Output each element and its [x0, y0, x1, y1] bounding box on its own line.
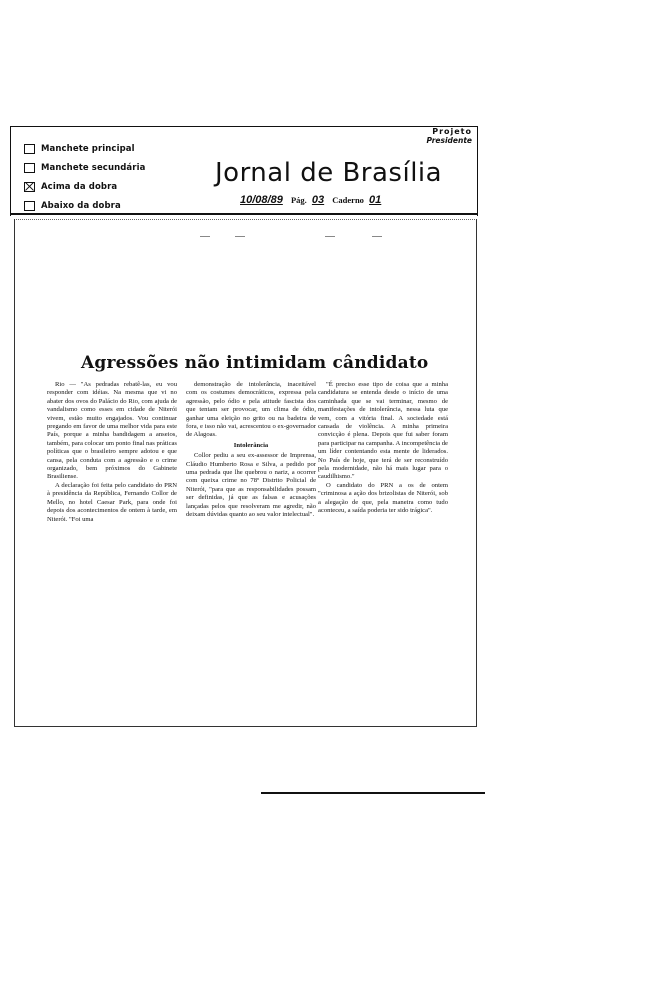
- project-line1: Projeto: [432, 127, 472, 136]
- paragraph: Collor pediu a seu ex-assessor de Imprensa, Cláudio Humberto Rosa e Silva, a pedido por uma pedrada que lhe quebrou o nariz, a ocorrer com queixa crime no 78º Distrito Policial de Niterói, "para que as responsabilidades possam ser definidas, já que as falsas e acusações lançadas pelos que resolveram me agredir, não deixam dúvidas quanto ao seu valor intelectual".: [186, 452, 316, 519]
- paragraph: Rio — "As pedradas rebatê-las, eu vou responder com idéias. Na mesma que vi no abater dos ovos do Palácio do Rio, com ajuda de vandalismo como esses em cidade de Niterói vivem, estão muito engajados. Vou continuar pregando em favor de uma melhor vida para este País, porque a minha bandidagem a anseios, também, para colocar um ponto final nas práticas políticas que o brasileiro sempre adotou e que cansa, pela conduta com a agressão e o crime organizado, bem próximos do Gabinete Brasiliense.: [47, 381, 177, 481]
- paragraph: demonstração de intolerância, inaceitável com os costumes democráticos, expressa pela agressão, pelo ódio e pela atitude fascista dos que tentam ser provocar, um clima de ódio, ganhar uma eleição no grito ou na badeira de fora, e isso não vai, acrescentou o ex-governador de Alagoas.: [186, 381, 316, 439]
- date-value: 10/08/89: [240, 194, 283, 206]
- scan-speck: [200, 236, 210, 237]
- clipping-meta: [240, 194, 381, 206]
- article-column-1: [47, 381, 177, 524]
- checkbox[interactable]: [24, 201, 35, 211]
- checked-checkbox[interactable]: [24, 182, 35, 192]
- paragraph: A declaração foi feita pelo candidato do PRN à presidência da República, Fernando Collor de Mello, no hotel Caesar Park, para onde foi depois dos acontecimentos de ontem à tarde, em Niterói. "Foi uma: [47, 481, 177, 523]
- article-headline: Agressões não intimidam cândidato: [81, 353, 429, 373]
- checklist-label: Manchete principal: [41, 143, 135, 154]
- checklist-label: Acima da dobra: [41, 181, 118, 192]
- checklist-label: Abaixo da dobra: [41, 200, 121, 211]
- project-stamp: [426, 127, 472, 145]
- checklist-label: Manchete secundária: [41, 162, 146, 173]
- checkbox[interactable]: [24, 163, 35, 173]
- scan-speck: [325, 236, 335, 237]
- placement-checklist: [24, 140, 145, 216]
- page-label: Pág.: [290, 195, 307, 205]
- paragraph: "É preciso esse tipo de coisa que a minha candidatura se entenda desde o início de uma caminhada que se vai terminar, mesmo de manifestações de intolerância, nessa luta que vem, com a vitória final. A sociedade está cansada de violência. A minha primeira convicção é plena. Depois que fui saber foram para participar na campanha. A incompetência de um líder contentando esta mente de liderados. No País de hoje, que terá de ser reconstruído pela modernidade, não há mais lugar para o caudilhismo.": [318, 381, 448, 481]
- section-value: 01: [369, 194, 382, 206]
- checkbox[interactable]: [24, 144, 35, 154]
- paragraph: O candidato do PRN a os de ontem "criminosa a ação dos brizolistas de Niterói, sob a alegação de que, pela maneira como tudo aconteceu, a saída poderia ter sido trágica".: [318, 481, 448, 515]
- article-column-2: [186, 381, 316, 520]
- page-value: 03: [311, 194, 325, 206]
- section-label: Caderno: [332, 195, 364, 205]
- checklist-item-manchete-secundaria[interactable]: [24, 159, 145, 176]
- checklist-item-abaixo-da-dobra[interactable]: [24, 197, 145, 214]
- subheading: Intolerância: [233, 441, 269, 449]
- article-column-3: [318, 381, 448, 516]
- scan-speck: [235, 236, 245, 237]
- checklist-item-manchete-principal[interactable]: [24, 140, 145, 157]
- checklist-item-acima-da-dobra[interactable]: [24, 178, 145, 195]
- bottom-rule: [261, 792, 485, 794]
- scan-speck: [372, 236, 382, 237]
- newspaper-masthead: Jornal de Brasília: [215, 158, 443, 188]
- project-line2: Presidente: [426, 136, 472, 145]
